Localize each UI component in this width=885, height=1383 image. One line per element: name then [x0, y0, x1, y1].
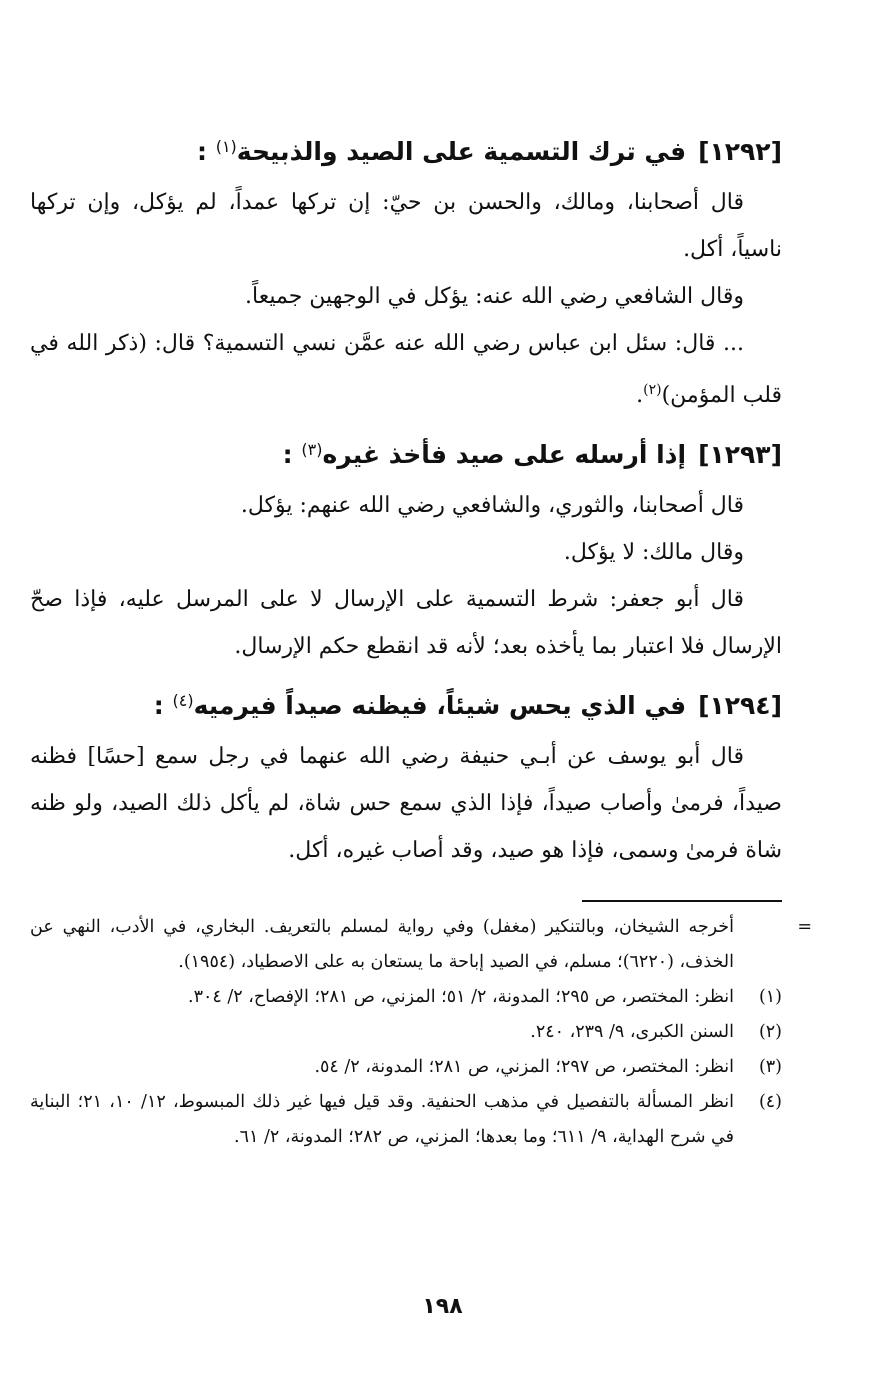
footnote [30, 1050, 782, 1085]
heading-colon: : [196, 137, 207, 166]
heading-colon: : [153, 691, 164, 720]
paragraph: وقال مالك: لا يؤكل. [563, 540, 744, 565]
paragraph: قال أبو جعفر: شرط التسمية على الإرسال لا على المرسل عليه، فإذا صحّ الإرسال فلا اعتبار بما يأخذه بعد؛ لأنه قد انقطع حكم الإرسال. [30, 587, 782, 659]
footnote-continuation [30, 910, 812, 980]
paragraph-text: ... قال: سئل ابن عباس رضي الله عنه عمَّن نسي التسمية؟ قال: (ذكر الله في قلب المؤمن) [30, 331, 782, 408]
footnote-mark: = [797, 917, 812, 937]
footnote-ref: (٢) [643, 382, 662, 398]
paragraph: قال أصحابنا، ومالك، والحسن بن حيّ: إن تركها عمداً، لم يؤكل، وإن تركها ناسياً، أكل. [30, 190, 782, 262]
section-title: في الذي يحس شيئاً، فيظنه صيداً فيرميه [193, 691, 687, 720]
footnote [30, 1085, 782, 1155]
paragraph-tail: . [636, 383, 644, 408]
paragraph: قال أصحابنا، والثوري، والشافعي رضي الله عنهم: يؤكل. [240, 493, 744, 518]
section-heading-1294 [30, 676, 782, 731]
paragraph: وقال الشافعي رضي الله عنه: يؤكل في الوجهين جميعاً. [245, 284, 744, 309]
paragraph: قال أبو يوسف عن أبـي حنيفة رضي الله عنهما في رجل سمع [حسًا] فظنه صيداً، فرمىٰ وأصاب صيداً، فإذا الذي سمع حس شاة، لم يأكل ذلك الصيد، ولو ظنه شاة فرمىٰ وسمى، فإذا هو صيد، وقد أصاب غيره، أكل. [30, 744, 782, 863]
section-number: [١٢٩٣] [698, 440, 782, 469]
heading-colon: : [282, 440, 293, 469]
footnote-ref: (٣) [301, 440, 323, 459]
footnote-mark: (١) [758, 987, 782, 1007]
footnote-mark: (٤) [758, 1092, 782, 1112]
footnote-ref: (٤) [172, 691, 194, 710]
paragraph [30, 320, 782, 419]
section-heading-1293 [30, 425, 782, 480]
section-heading-1292 [30, 122, 782, 177]
section-number: [١٢٩٢] [698, 137, 782, 166]
section-number: [١٢٩٤] [698, 691, 782, 720]
footnote-separator [582, 900, 782, 902]
footnote-mark: (٢) [758, 1022, 782, 1042]
footnote-text: انظر: المختصر، ص ٢٩٥؛ المدونة، ٢/ ٥١؛ المزني، ص ٢٨١؛ الإفصاح، ٢/ ٣٠٤. [188, 987, 734, 1007]
footnotes [30, 910, 812, 1155]
footnote [30, 1015, 782, 1050]
main-text [30, 122, 782, 874]
section-title: إذا أرسله على صيد فأخذ غيره [322, 440, 687, 469]
section-title: في ترك التسمية على الصيد والذبيحة [236, 137, 687, 166]
page-number: ١٩٨ [422, 1294, 463, 1319]
footnote [30, 980, 782, 1015]
footnote-ref: (١) [215, 137, 237, 156]
footnote-text: السنن الكبرى، ٩/ ٢٣٩، ٢٤٠. [530, 1022, 734, 1042]
footnote-text: انظر: المختصر، ص ٢٩٧؛ المزني، ص ٢٨١؛ المدونة، ٢/ ٥٤. [314, 1057, 734, 1077]
footnote-text: انظر المسألة بالتفصيل في مذهب الحنفية. وقد قيل فيها غير ذلك المبسوط، ١٢/ ١٠، ٢١؛ البناية في شرح الهداية، ٩/ ٦١١؛ وما بعدها؛ المزني، ص ٢٨٢؛ المدونة، ٢/ ٦١. [30, 1092, 734, 1147]
footnote-text: أخرجه الشيخان، وبالتنكير (مغفل) وفي رواية لمسلم بالتعريف. البخاري، في الأدب، النهي عن الخذف، (٦٢٢٠)؛ مسلم، في الصيد إباحة ما يستعان به على الاصطياد، (١٩٥٤). [30, 917, 734, 972]
footnote-mark: (٣) [758, 1057, 782, 1077]
